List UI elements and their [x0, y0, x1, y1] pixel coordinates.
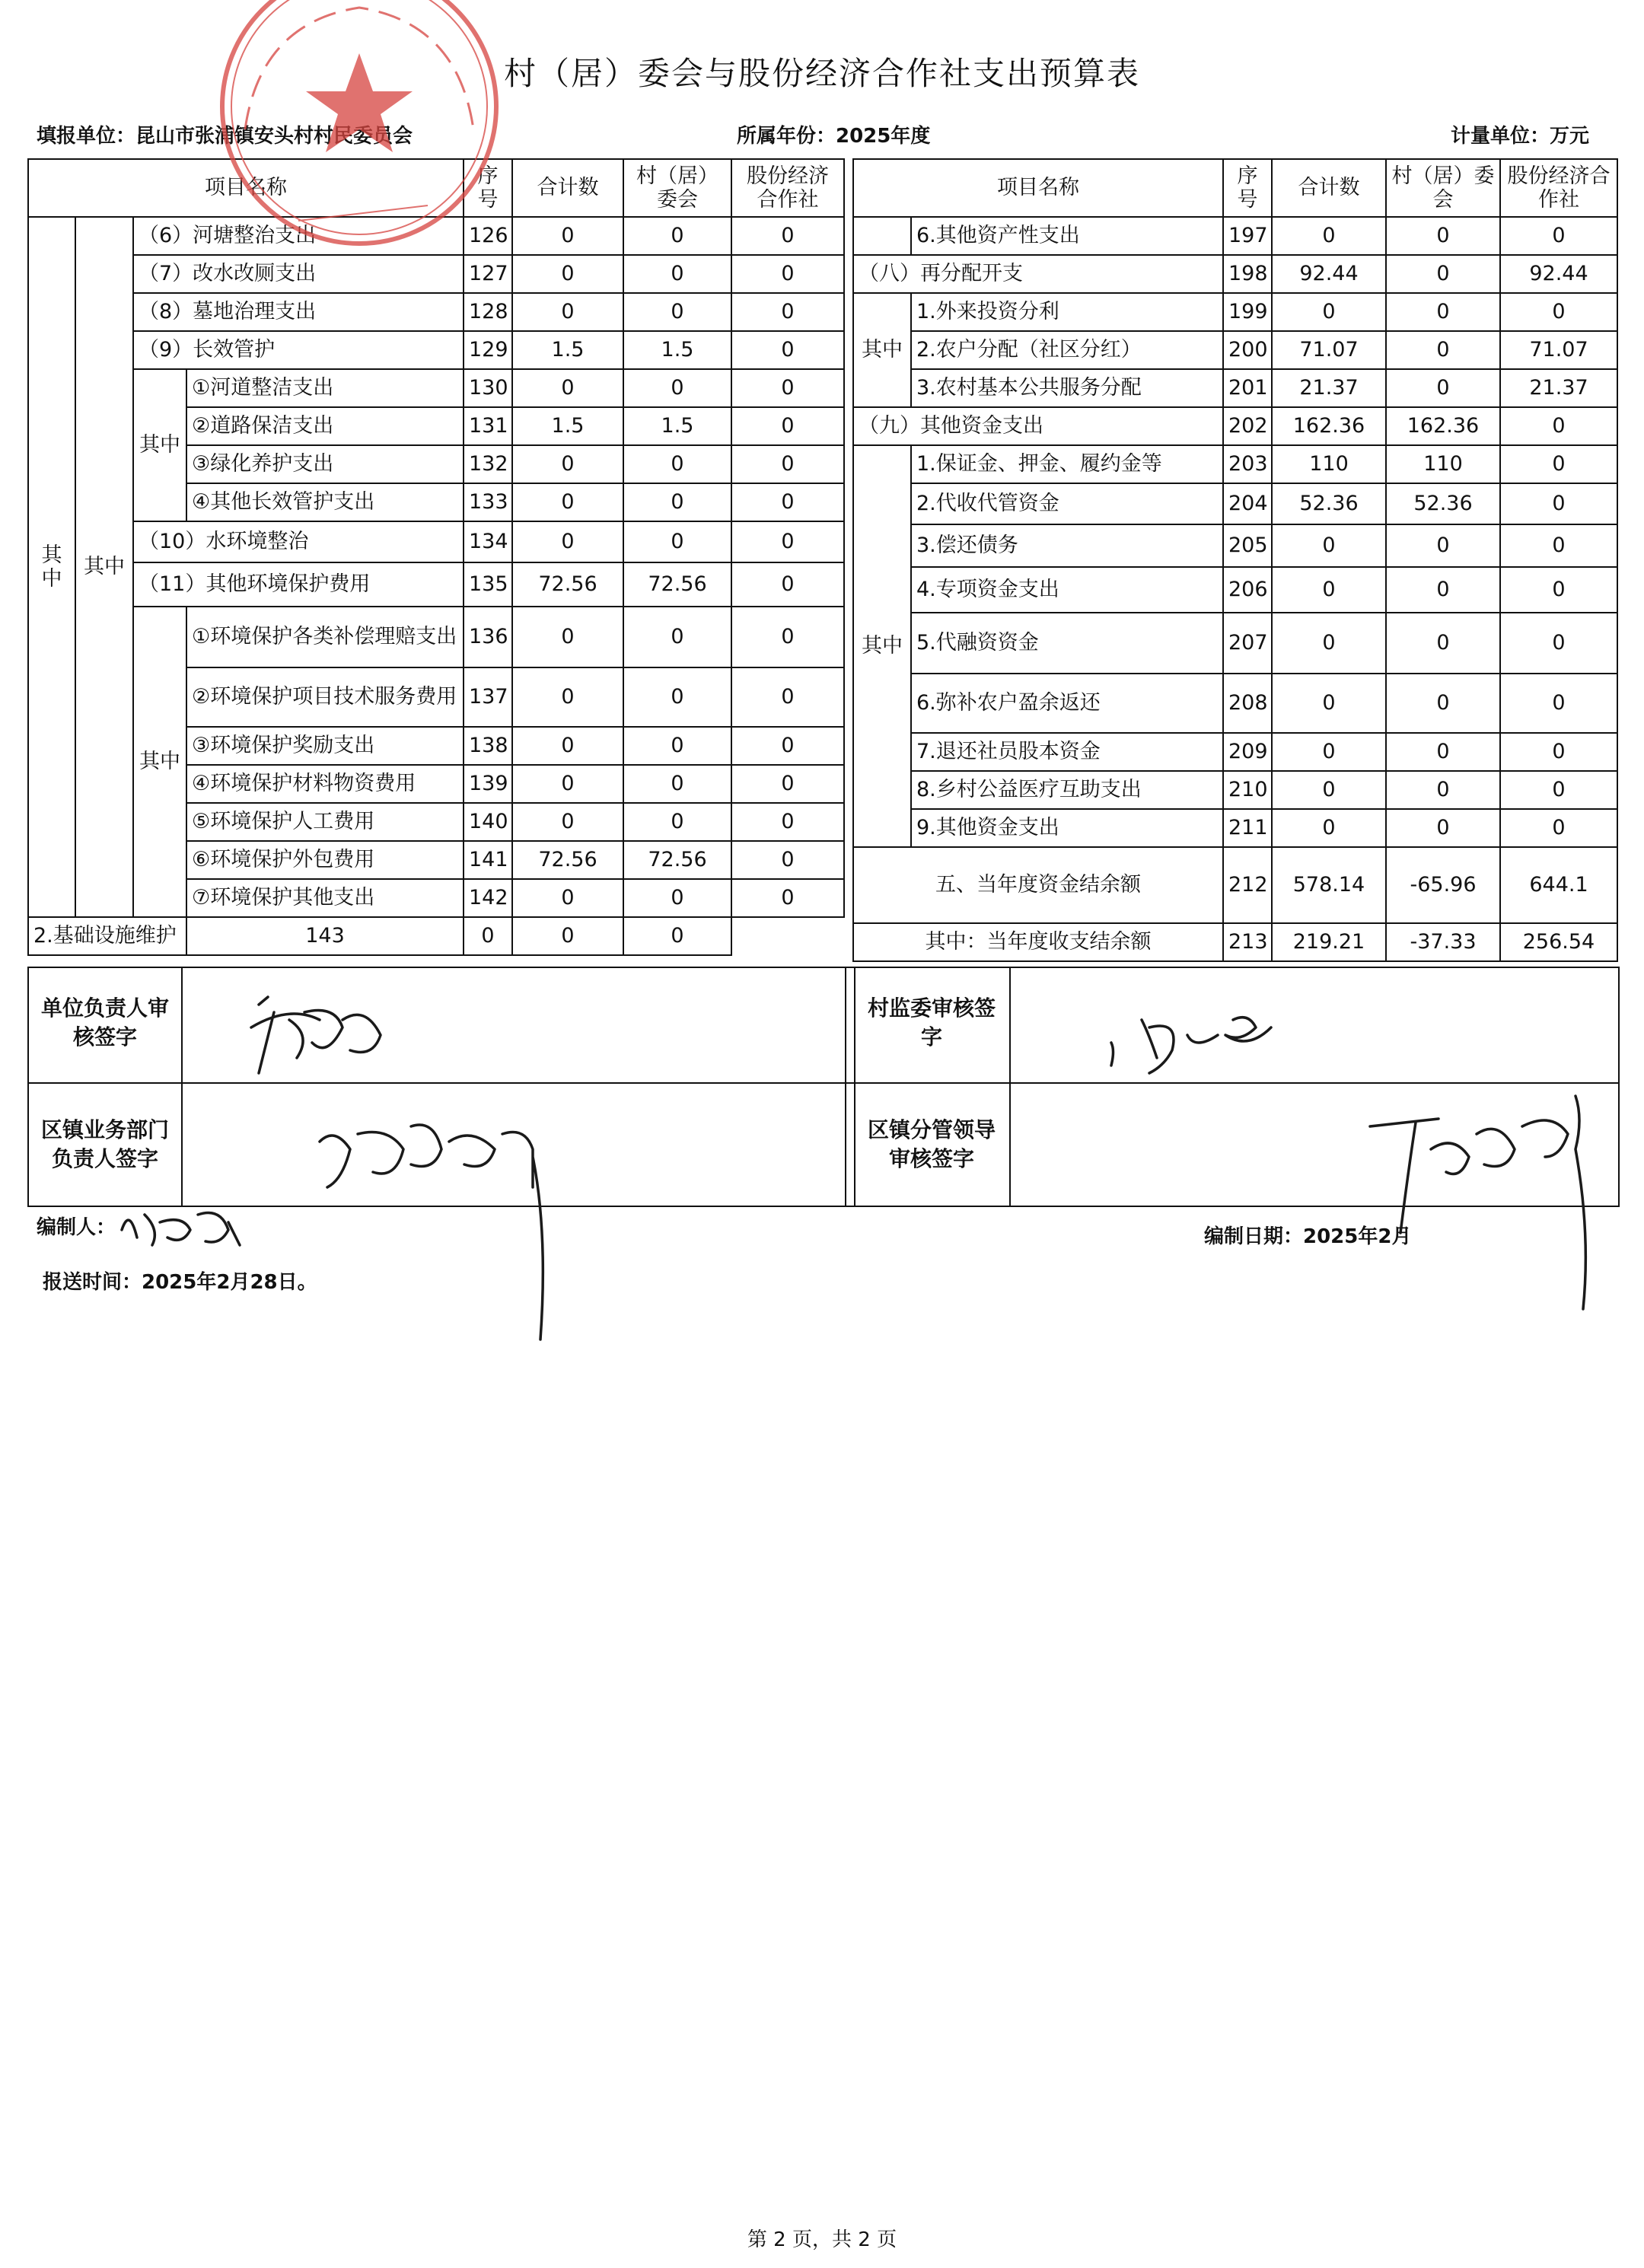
row-village: 0 [623, 521, 731, 562]
row-total: 0 [512, 667, 623, 727]
signature-supervision [1096, 989, 1294, 1088]
row-name: ⑤环境保护人工费用 [186, 803, 464, 841]
row-total: 0 [464, 917, 512, 955]
signature-preparer [114, 1199, 244, 1253]
row-seq: 200 [1223, 331, 1272, 369]
row-seq: 198 [1223, 255, 1272, 293]
header-total: 合计数 [1272, 159, 1386, 217]
row-village: 0 [623, 727, 731, 765]
row-seq: 140 [464, 803, 512, 841]
row-name: 2.基础设施维护 [28, 917, 186, 955]
signature-town-leader [1355, 1081, 1629, 1324]
row-seq: 197 [1223, 217, 1272, 255]
official-seal-stamp [199, 0, 519, 251]
table-row [853, 613, 1617, 674]
row-name: 7.退还社员股本资金 [911, 733, 1223, 771]
row-seq: 137 [464, 667, 512, 727]
row-total: 219.21 [1272, 923, 1386, 961]
row-seq: 209 [1223, 733, 1272, 771]
row-total: 71.07 [1272, 331, 1386, 369]
row-village: 0 [1386, 255, 1500, 293]
row-total: 0 [512, 217, 623, 255]
header-item-name: 项目名称 [28, 159, 464, 217]
row-name: 1.保证金、押金、履约金等 [911, 445, 1223, 483]
row-name: 6.弥补农户盈余返还 [911, 674, 1223, 733]
table-row [28, 562, 844, 607]
row-name: （9）长效管护 [133, 331, 464, 369]
table-row [853, 923, 1617, 961]
row-village: 0 [623, 483, 731, 521]
table-row [853, 847, 1617, 923]
row-total: 0 [1272, 217, 1386, 255]
row-name: ③环境保护奖励支出 [186, 727, 464, 765]
row-seq: 133 [464, 483, 512, 521]
page-title: 村（居）委会与股份经济合作社支出预算表 [503, 55, 1140, 92]
row-seq: 207 [1223, 613, 1272, 674]
row-village: 72.56 [623, 841, 731, 879]
row-coop: 0 [1500, 733, 1617, 771]
sign-label-town-dept: 区镇业务部门负责人签字 [40, 1117, 169, 1171]
table-row [853, 217, 1617, 255]
row-seq: 204 [1223, 483, 1272, 524]
table-row [853, 369, 1617, 407]
unit-label: 填报单位：昆山市张浦镇安头村村民委员会 [37, 125, 413, 148]
row-total: 0 [512, 521, 623, 562]
row-village: 0 [1386, 733, 1500, 771]
row-coop: 0 [731, 445, 844, 483]
row-total: 1.5 [512, 331, 623, 369]
row-coop: 0 [1500, 771, 1617, 809]
row-name: 其中：当年度收支结余额 [853, 923, 1223, 961]
row-total: 0 [1272, 733, 1386, 771]
row-village: 0 [623, 765, 731, 803]
row-seq: 213 [1223, 923, 1272, 961]
table-row [853, 293, 1617, 331]
table-row [853, 809, 1617, 847]
row-name: 6.其他资产性支出 [911, 217, 1223, 255]
row-village: 1.5 [623, 407, 731, 445]
row-coop: 0 [731, 562, 844, 607]
submit-time: 报送时间：2025年2月28日。 [43, 1271, 317, 1294]
table-row [28, 521, 844, 562]
row-village: 0 [1386, 567, 1500, 613]
row-village: 110 [1386, 445, 1500, 483]
year-label: 所属年份：2025年度 [737, 125, 931, 148]
row-seq: 201 [1223, 369, 1272, 407]
signature-unit-head [228, 974, 411, 1081]
row-village: 0 [1386, 217, 1500, 255]
row-total: 0 [1272, 293, 1386, 331]
header-coop: 股份经济合作社 [731, 159, 844, 217]
group-label-sub: 其中 [853, 445, 911, 847]
row-seq: 128 [464, 293, 512, 331]
table-row [853, 331, 1617, 369]
row-seq: 142 [464, 879, 512, 917]
group-label-sub: 其中 [853, 293, 911, 407]
row-name: ①环境保护各类补偿理赔支出 [186, 607, 464, 667]
row-village: 0 [512, 917, 623, 955]
measure-unit: 计量单位：万元 [1451, 125, 1590, 148]
header-village: 村（居）委会 [623, 159, 731, 217]
row-coop: 0 [731, 667, 844, 727]
row-name: （8）墓地治理支出 [133, 293, 464, 331]
sign-label-unit-head: 单位负责人审核签字 [40, 995, 169, 1050]
row-total: 0 [1272, 524, 1386, 567]
group-label-inner: 其中 [75, 217, 133, 917]
row-coop: 644.1 [1500, 847, 1617, 923]
row-name: ④环境保护材料物资费用 [186, 765, 464, 803]
row-total: 0 [512, 445, 623, 483]
row-village: 0 [1386, 524, 1500, 567]
row-village: 0 [623, 803, 731, 841]
row-total: 162.36 [1272, 407, 1386, 445]
row-total: 52.36 [1272, 483, 1386, 524]
row-seq: 134 [464, 521, 512, 562]
row-coop: 0 [623, 917, 731, 955]
row-name: ①河道整洁支出 [186, 369, 464, 407]
row-coop: 0 [731, 255, 844, 293]
row-coop: 0 [1500, 483, 1617, 524]
row-total: 21.37 [1272, 369, 1386, 407]
row-coop: 0 [1500, 407, 1617, 445]
row-coop: 21.37 [1500, 369, 1617, 407]
row-village: 0 [623, 255, 731, 293]
row-total: 0 [1272, 809, 1386, 847]
row-name: 2.代收代管资金 [911, 483, 1223, 524]
row-total: 0 [1272, 674, 1386, 733]
row-seq: 129 [464, 331, 512, 369]
row-coop: 0 [731, 879, 844, 917]
row-total: 0 [512, 879, 623, 917]
table-header-row [853, 159, 1617, 217]
row-total: 0 [1272, 613, 1386, 674]
row-seq: 141 [464, 841, 512, 879]
row-name: 8.乡村公益医疗互助支出 [911, 771, 1223, 809]
row-coop: 0 [731, 369, 844, 407]
row-coop: 0 [1500, 445, 1617, 483]
row-village: 162.36 [1386, 407, 1500, 445]
row-seq: 199 [1223, 293, 1272, 331]
row-village: 0 [623, 445, 731, 483]
row-seq: 138 [464, 727, 512, 765]
row-total: 1.5 [512, 407, 623, 445]
row-coop: 0 [731, 217, 844, 255]
row-name: ②环境保护项目技术服务费用 [186, 667, 464, 727]
row-coop: 92.44 [1500, 255, 1617, 293]
table-row [853, 407, 1617, 445]
row-total: 0 [512, 727, 623, 765]
group-label-sub: 其中 [133, 607, 186, 917]
row-seq: 212 [1223, 847, 1272, 923]
row-seq: 139 [464, 765, 512, 803]
row-coop: 0 [731, 331, 844, 369]
row-village: 1.5 [623, 331, 731, 369]
row-village: 0 [623, 217, 731, 255]
row-village: 0 [1386, 369, 1500, 407]
row-coop: 0 [731, 803, 844, 841]
sign-label-town-leader: 区镇分管领导审核签字 [867, 1117, 996, 1171]
table-row [28, 607, 844, 667]
row-village: 72.56 [623, 562, 731, 607]
row-name: ③绿化养护支出 [186, 445, 464, 483]
table-row [853, 567, 1617, 613]
row-total: 0 [512, 293, 623, 331]
row-total: 0 [1272, 567, 1386, 613]
row-total: 0 [512, 483, 623, 521]
right-expense-table [852, 158, 1618, 962]
row-seq: 136 [464, 607, 512, 667]
row-seq: 206 [1223, 567, 1272, 613]
row-total: 0 [512, 255, 623, 293]
row-name: （7）改水改厕支出 [133, 255, 464, 293]
header-seq: 序号 [464, 159, 512, 217]
row-name: 3.偿还债务 [911, 524, 1223, 567]
row-name: （九）其他资金支出 [853, 407, 1223, 445]
row-name: 2.农户分配（社区分红） [911, 331, 1223, 369]
row-total: 0 [512, 607, 623, 667]
row-seq: 143 [186, 917, 464, 955]
row-seq: 211 [1223, 809, 1272, 847]
row-seq: 132 [464, 445, 512, 483]
row-seq: 208 [1223, 674, 1272, 733]
row-name: 4.专项资金支出 [911, 567, 1223, 613]
row-name: 9.其他资金支出 [911, 809, 1223, 847]
table-row [28, 331, 844, 369]
table-row [28, 293, 844, 331]
row-coop: 0 [1500, 809, 1617, 847]
row-village: 0 [1386, 331, 1500, 369]
row-seq: 135 [464, 562, 512, 607]
row-seq: 202 [1223, 407, 1272, 445]
row-coop: 0 [731, 483, 844, 521]
table-row [853, 674, 1617, 733]
row-name: （八）再分配开支 [853, 255, 1223, 293]
row-coop: 0 [1500, 674, 1617, 733]
row-coop: 71.07 [1500, 331, 1617, 369]
row-village: 0 [623, 667, 731, 727]
header-item-name: 项目名称 [853, 159, 1223, 217]
row-coop: 0 [1500, 567, 1617, 613]
row-name: 5.代融资资金 [911, 613, 1223, 674]
preparer-label: 编制人： [37, 1216, 116, 1239]
row-village: 0 [1386, 293, 1500, 331]
row-village: 0 [1386, 809, 1500, 847]
row-village: -65.96 [1386, 847, 1500, 923]
row-seq: 126 [464, 217, 512, 255]
row-seq: 130 [464, 369, 512, 407]
row-seq: 131 [464, 407, 512, 445]
row-coop: 0 [731, 841, 844, 879]
row-village: 0 [623, 607, 731, 667]
row-seq: 203 [1223, 445, 1272, 483]
row-village: 0 [623, 879, 731, 917]
row-village: -37.33 [1386, 923, 1500, 961]
table-row [853, 483, 1617, 524]
row-coop: 0 [1500, 613, 1617, 674]
table-row [28, 369, 844, 407]
row-total: 0 [512, 765, 623, 803]
row-name: （10）水环境整治 [133, 521, 464, 562]
table-row [853, 524, 1617, 567]
row-village: 0 [623, 293, 731, 331]
group-label-outer: 其中 [28, 217, 75, 917]
row-total: 72.56 [512, 841, 623, 879]
row-seq: 127 [464, 255, 512, 293]
header-total: 合计数 [512, 159, 623, 217]
row-village: 0 [623, 369, 731, 407]
row-total: 0 [512, 369, 623, 407]
row-coop: 0 [1500, 217, 1617, 255]
row-name: 1.外来投资分利 [911, 293, 1223, 331]
table-row [853, 771, 1617, 809]
row-total: 0 [1272, 771, 1386, 809]
row-name: （6）河塘整治支出 [133, 217, 464, 255]
row-name: ⑦环境保护其他支出 [186, 879, 464, 917]
row-coop: 0 [731, 765, 844, 803]
table-row [853, 733, 1617, 771]
group-label-sub: 其中 [133, 369, 186, 521]
row-coop: 0 [731, 727, 844, 765]
row-coop: 0 [1500, 293, 1617, 331]
page-number: 第 2 页，共 2 页 [747, 2228, 897, 2251]
row-name: 五、当年度资金结余额 [853, 847, 1223, 923]
row-total: 110 [1272, 445, 1386, 483]
row-village: 0 [1386, 771, 1500, 809]
row-name: ⑥环境保护外包费用 [186, 841, 464, 879]
header-coop: 股份经济合作社 [1500, 159, 1617, 217]
row-coop: 256.54 [1500, 923, 1617, 961]
row-total: 0 [512, 803, 623, 841]
row-seq: 210 [1223, 771, 1272, 809]
row-village: 0 [1386, 613, 1500, 674]
preparation-date: 编制日期：2025年2月 [1204, 1225, 1412, 1248]
table-row [853, 255, 1617, 293]
row-village: 52.36 [1386, 483, 1500, 524]
row-name: 3.农村基本公共服务分配 [911, 369, 1223, 407]
row-coop: 0 [1500, 524, 1617, 567]
header-village: 村（居）委会 [1386, 159, 1500, 217]
row-coop: 0 [731, 293, 844, 331]
row-total: 92.44 [1272, 255, 1386, 293]
table-row [853, 445, 1617, 483]
table-row [28, 917, 844, 955]
row-coop: 0 [731, 607, 844, 667]
row-name: ②道路保洁支出 [186, 407, 464, 445]
header-seq: 序号 [1223, 159, 1272, 217]
row-name: （11）其他环境保护费用 [133, 562, 464, 607]
row-village: 0 [1386, 674, 1500, 733]
table-row [28, 255, 844, 293]
signature-town-dept [304, 1081, 609, 1355]
sign-label-supervision: 村监委审核签字 [867, 995, 996, 1050]
row-seq: 205 [1223, 524, 1272, 567]
left-expense-table [27, 158, 845, 956]
row-name: ④其他长效管护支出 [186, 483, 464, 521]
row-coop: 0 [731, 407, 844, 445]
row-coop: 0 [731, 521, 844, 562]
row-total: 72.56 [512, 562, 623, 607]
row-total: 578.14 [1272, 847, 1386, 923]
